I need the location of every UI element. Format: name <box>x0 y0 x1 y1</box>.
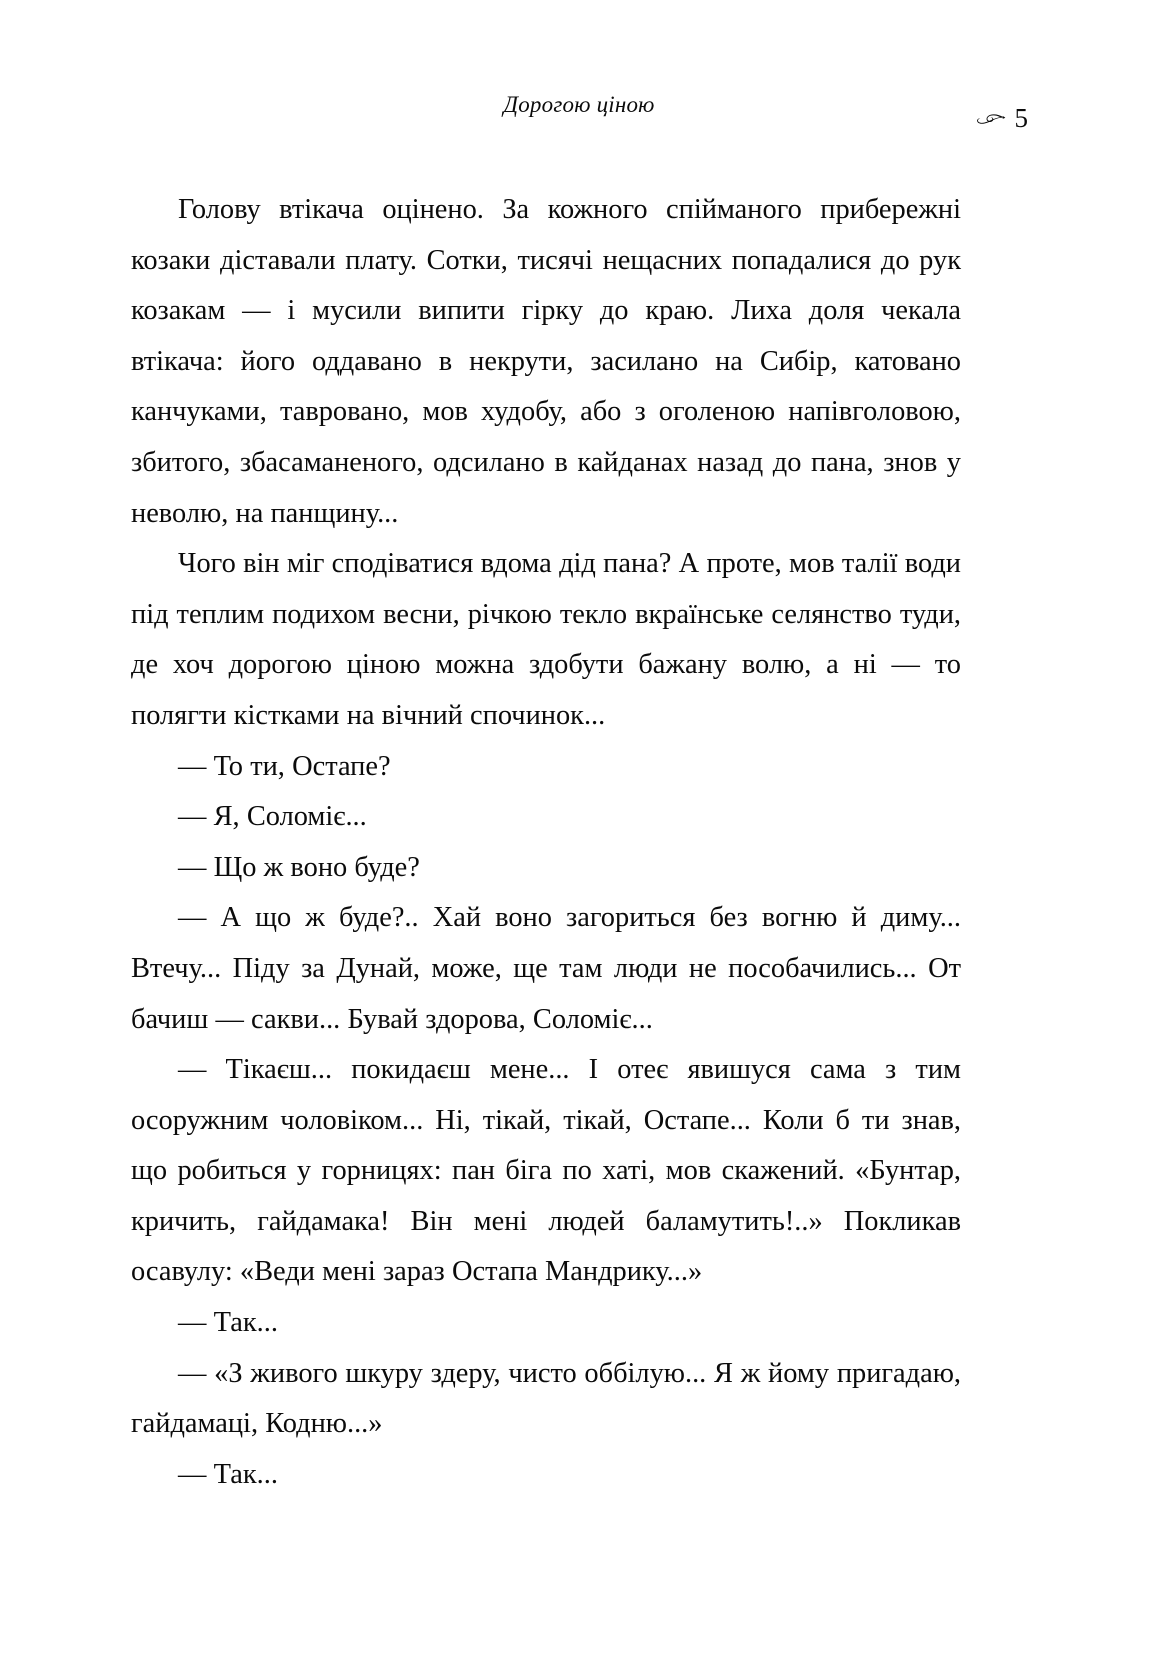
dialogue-line: — То ти, Остапе? <box>178 750 391 782</box>
dialogue-line: — «З живого шкуру здеру, чисто оббілую... Я ж йому пригадаю, гайдамаці, Кодню...» <box>131 1357 961 1440</box>
dialogue-line: — Я, Соломіє... <box>178 801 367 833</box>
paragraph: Чого він міг сподіватися вдома дід пана? А проте, мов талії води під теплим подихом весни, річкою текло вкраїнське селянство туди, де хоч дорогою ціною можна здобути бажану волю, а ні — то полягти кістками на вічний спочинок... <box>131 548 961 731</box>
dialogue-line: — Так... <box>178 1307 278 1339</box>
dialogue-line: — Тікаєш... покидаєш мене... І отеє явишуся сама з тим осоружним чоловіком... Ні, тікай, тікай, Остапе... Коли б ти знав, що робиться у горницях: пан біга по хаті, мов скажений. «Бунтар, кричить, гайдамака! Він мені людей баламутить!..» Покликав осавулу: «Веди мені зараз Остапа Мандрику...» <box>131 1054 961 1288</box>
left-flourish-ornament <box>976 107 1006 129</box>
running-head-title: Дорогою ціною <box>503 92 655 117</box>
dialogue-line: — А що ж буде?.. Хай воно загориться без вогню й диму... Втечу... Піду за Дунай, може, ще там люди не пособачились... От бачиш — сакви... Бувай здорова, Соломіє... <box>131 902 961 1035</box>
dialogue-line: — Так... <box>178 1458 278 1490</box>
folio <box>976 105 1029 132</box>
page-number: 5 <box>1014 103 1028 133</box>
dialogue-line: — Що ж воно буде? <box>178 851 420 883</box>
body-text <box>131 185 961 1500</box>
paragraph: Голову втікача оцінено. За кожного спійманого прибережні козаки діставали плату. Сотки, тисячі нещасних попадалися до рук козакам — і мусили випити гірку до краю. Лиха доля чекала втікача: його оддавано в некрути, засилано на Сибір, катовано канчуками, тавровано, мов худобу, або з оголеною напівголовою, збитого, збасаманеного, одсилано в кайданах назад до пана, знов у неволю, на панщину... <box>131 194 961 529</box>
running-head <box>130 92 1028 132</box>
